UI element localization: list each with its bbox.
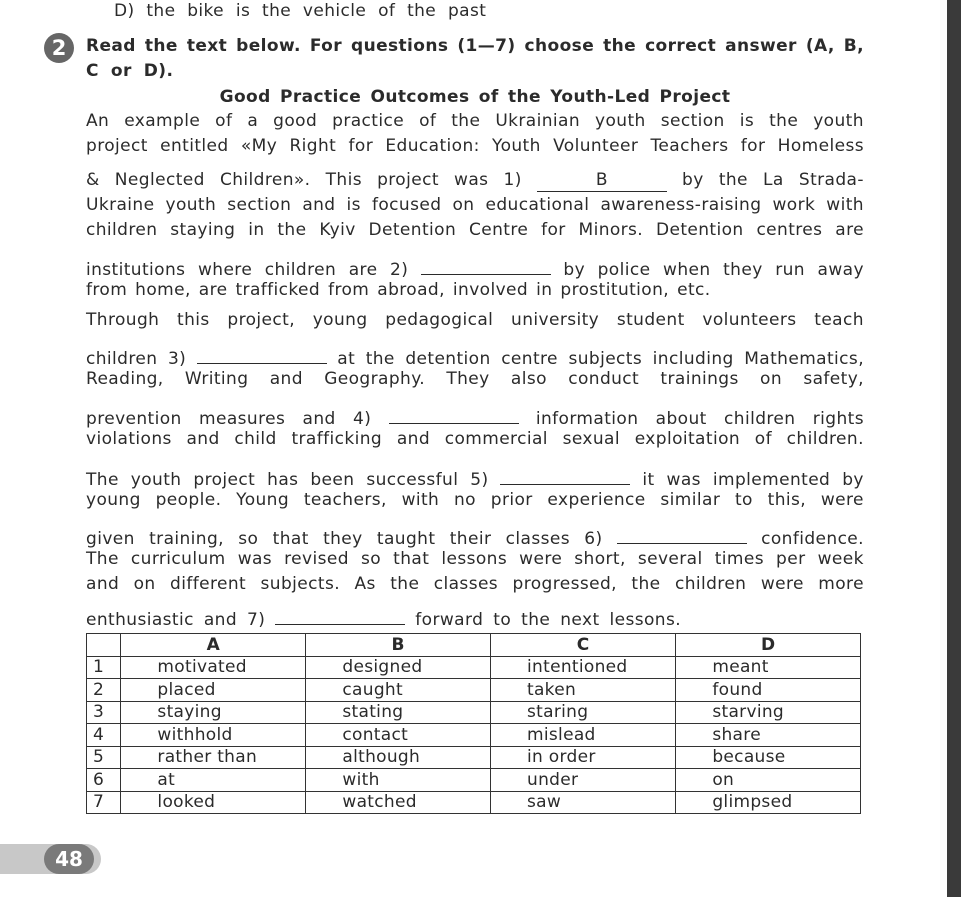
header-a: A (121, 634, 306, 657)
text-line (86, 252, 864, 278)
word: exploitation (634, 429, 741, 449)
word: in (248, 220, 265, 240)
word: has (267, 470, 299, 490)
word: been (310, 470, 355, 490)
table-row (87, 679, 861, 702)
word: the (769, 111, 799, 131)
word: and (203, 610, 238, 630)
word: Homeless (777, 136, 864, 156)
word: the (521, 610, 551, 630)
text-line (86, 546, 864, 572)
word: work (772, 195, 816, 215)
word: times (714, 549, 764, 569)
word: successful (366, 470, 459, 490)
word: and (86, 574, 120, 594)
word: several (637, 549, 703, 569)
answer-blank-7[interactable] (275, 602, 405, 625)
word: Through (86, 310, 160, 330)
word: are (198, 280, 228, 300)
word: abroad, (377, 280, 445, 300)
word: run (775, 260, 805, 280)
word: example (124, 111, 201, 131)
option-c[interactable]: intentioned (491, 656, 676, 679)
word: violations (86, 429, 172, 449)
option-d[interactable]: glimpsed (676, 791, 861, 814)
word: student (616, 310, 685, 330)
word: similar (660, 490, 721, 510)
word: rights (812, 409, 864, 429)
word: & (86, 170, 100, 190)
text-line (86, 192, 864, 218)
word: they (723, 260, 763, 280)
word: that (272, 529, 309, 549)
word: project (193, 470, 256, 490)
answer-blank-3[interactable] (197, 341, 327, 364)
word: forward (415, 610, 484, 630)
word: lessons. (609, 610, 682, 630)
word: youth (595, 111, 646, 131)
word: Children». (219, 170, 311, 190)
option-d[interactable]: on (676, 769, 861, 792)
word: Kyiv (319, 220, 356, 240)
word: on (133, 574, 156, 594)
word: this, (767, 490, 807, 510)
word: a (247, 111, 259, 131)
word: also (510, 369, 547, 389)
word: educational (485, 195, 590, 215)
option-c[interactable]: under (491, 769, 676, 792)
word: including (652, 349, 734, 369)
word: youth (130, 470, 182, 490)
word: the (390, 574, 420, 594)
word: the (631, 574, 661, 594)
word: (1—7) (457, 36, 516, 56)
answer-blank-6[interactable] (617, 521, 747, 544)
word: Read (86, 36, 136, 56)
word: police (597, 260, 651, 280)
word: on (760, 369, 783, 389)
text-line (86, 401, 864, 427)
word: project, (227, 310, 295, 330)
word: is (346, 195, 361, 215)
option-b[interactable]: with (306, 769, 491, 792)
word: for (740, 136, 766, 156)
text-line (86, 217, 864, 243)
table-row (87, 701, 861, 724)
word: young (86, 490, 141, 510)
word: per (776, 549, 806, 569)
word: B, (843, 36, 864, 56)
word: children (724, 409, 796, 429)
question-number: 1 (87, 656, 121, 679)
word: teachers, (303, 490, 387, 510)
word: the (144, 36, 178, 56)
word: classes (433, 574, 499, 594)
word: to (493, 610, 512, 630)
text-line (86, 108, 864, 134)
word: taught (376, 529, 436, 549)
word: Youth (492, 136, 541, 156)
option-a[interactable]: motivated (121, 656, 306, 679)
word: are (348, 260, 378, 280)
word: for (348, 136, 374, 156)
word: so (238, 529, 259, 549)
option-a[interactable]: placed (121, 679, 306, 702)
word: Ukraine (86, 195, 155, 215)
word: it (642, 470, 655, 490)
option-c[interactable]: in order (491, 746, 676, 769)
word: Ukrainian (495, 111, 581, 131)
word: D). (143, 61, 174, 81)
text-line (86, 341, 864, 367)
option-a[interactable]: withhold (121, 724, 306, 747)
word: prostitution, (560, 280, 670, 300)
text-line (86, 366, 864, 392)
word: was (454, 170, 489, 190)
word: young (312, 310, 368, 330)
word: Writing (184, 369, 249, 389)
word: revised (284, 549, 349, 569)
word: 4) (353, 409, 372, 429)
word: classes (505, 529, 570, 549)
word: enthusiastic (86, 610, 194, 630)
word: 5) (470, 470, 489, 490)
word: by (842, 470, 864, 490)
word: «My (240, 136, 278, 156)
word: week (817, 549, 864, 569)
word: they (323, 529, 363, 549)
word: from (328, 280, 370, 300)
word: lessons (441, 549, 508, 569)
word: at (337, 349, 356, 369)
word: text (186, 36, 228, 56)
word: given (86, 529, 135, 549)
word: conduct (568, 369, 640, 389)
word: measures (199, 409, 286, 429)
word: Teachers (650, 136, 729, 156)
word: about (655, 409, 707, 429)
word: subjects (568, 349, 643, 369)
word: project (377, 170, 439, 190)
word: teach (814, 310, 864, 330)
word: below. (236, 36, 301, 56)
word: experience (547, 490, 646, 510)
word: Young (236, 490, 290, 510)
word: that (393, 549, 430, 569)
word: commercial (444, 429, 548, 449)
task-number-badge: 2 (44, 33, 74, 63)
word: staying (170, 220, 236, 240)
word: and (269, 369, 303, 389)
word: sexual (562, 429, 621, 449)
word: The (86, 470, 119, 490)
word: 2) (390, 260, 409, 280)
answer-blank-2[interactable] (421, 252, 551, 275)
option-a[interactable]: at (121, 769, 306, 792)
text-line (86, 487, 864, 513)
word: and (186, 429, 220, 449)
word: was (666, 470, 701, 490)
word: and (396, 429, 431, 449)
word: the (451, 111, 481, 131)
word: This (325, 170, 362, 190)
text-line (86, 571, 864, 597)
word: centre (501, 349, 558, 369)
word: training, (149, 529, 224, 549)
word: of (215, 111, 233, 131)
option-d[interactable]: share (676, 724, 861, 747)
word: 1) (503, 170, 522, 190)
word: with (401, 490, 440, 510)
word: Neglected (114, 170, 205, 190)
word: next (560, 610, 600, 630)
text-line (86, 167, 864, 193)
word: They (446, 369, 490, 389)
word: the (277, 220, 307, 240)
word: choose (524, 36, 595, 56)
answer-blank-5[interactable] (500, 462, 630, 485)
word: Centre (468, 220, 529, 240)
word: was (237, 549, 273, 569)
option-b[interactable]: stating (306, 701, 491, 724)
word: For (309, 36, 343, 56)
table-row (87, 769, 861, 792)
word: children (674, 574, 747, 594)
word: different (170, 574, 247, 594)
text-line (86, 307, 864, 333)
word: Geography. (324, 369, 426, 389)
text-line (86, 602, 864, 628)
word: answer (725, 36, 797, 56)
word: good (273, 111, 318, 131)
word: this (177, 310, 210, 330)
word: where (197, 260, 253, 280)
word: Strada- (798, 170, 864, 190)
header-num (87, 634, 121, 657)
word: section (227, 195, 292, 215)
word: were (760, 574, 804, 594)
answer-blank-1[interactable]: B (537, 169, 667, 192)
word: trafficking (291, 429, 383, 449)
table-header-row (87, 634, 861, 657)
word: child (234, 429, 277, 449)
word: curriculum (130, 549, 226, 569)
word: university (511, 310, 600, 330)
option-d[interactable]: found (676, 679, 861, 702)
option-c[interactable]: saw (491, 791, 676, 814)
word: 7) (247, 610, 266, 630)
word: involved (452, 280, 529, 300)
task-instruction-line-1 (86, 33, 864, 59)
word: away (817, 260, 864, 280)
word: of (754, 429, 772, 449)
option-c[interactable]: taken (491, 679, 676, 702)
table-row (87, 724, 861, 747)
question-number: 3 (87, 701, 121, 724)
word: information (535, 409, 639, 429)
text-title: Good Practice Outcomes of the Youth-Led Project (219, 87, 731, 107)
word: were (820, 490, 864, 510)
option-b[interactable]: caught (306, 679, 491, 702)
word: institutions (86, 260, 186, 280)
previous-option-d: D) the bike is the vehicle of the past (114, 1, 487, 21)
word: progressed, (512, 574, 617, 594)
word: with (826, 195, 864, 215)
option-c[interactable]: mislead (491, 724, 676, 747)
word: La (763, 170, 784, 190)
task-instruction-line-2 (86, 58, 864, 84)
word: subjects. (260, 574, 341, 594)
text-line (86, 277, 864, 303)
word: for (541, 220, 566, 240)
header-b: B (306, 634, 491, 657)
word: home, (135, 280, 191, 300)
word: and (302, 195, 336, 215)
word: are (835, 220, 864, 240)
header-c: C (491, 634, 676, 657)
question-number: 4 (87, 724, 121, 747)
word: short, (574, 549, 626, 569)
word: practice (332, 111, 405, 131)
word: centres (756, 220, 823, 240)
option-b[interactable]: although (306, 746, 491, 769)
word: prior (490, 490, 533, 510)
option-d[interactable]: meant (676, 656, 861, 679)
answer-options-table (86, 633, 861, 814)
page-edge-shadow (947, 0, 961, 897)
option-a[interactable]: staying (121, 701, 306, 724)
word: project (86, 136, 148, 156)
word: of (419, 111, 437, 131)
word: to (734, 490, 753, 510)
word: 6) (584, 529, 603, 549)
word: questions (351, 36, 449, 56)
word: children (86, 220, 158, 240)
word: An (86, 111, 110, 131)
word: pedagogical (385, 310, 494, 330)
word: safety, (803, 369, 864, 389)
word: from (86, 280, 128, 300)
word: and (302, 409, 336, 429)
header-d: D (676, 634, 861, 657)
word: youth (165, 195, 217, 215)
word: The (86, 549, 119, 569)
option-b[interactable]: watched (306, 791, 491, 814)
word: focused (371, 195, 442, 215)
question-number: 5 (87, 746, 121, 769)
word: awareness-raising (600, 195, 762, 215)
word: trainings (660, 369, 739, 389)
option-c[interactable]: staring (491, 701, 676, 724)
word: children (86, 349, 158, 369)
table-row (87, 746, 861, 769)
word: 3) (167, 349, 187, 369)
option-b[interactable]: designed (306, 656, 491, 679)
option-d[interactable]: starving (676, 701, 861, 724)
word: the (603, 36, 637, 56)
word: confidence. (761, 529, 864, 549)
word: Detention (655, 220, 744, 240)
word: trafficked (235, 280, 321, 300)
word: section (660, 111, 725, 131)
word: the (718, 170, 748, 190)
word: Education: (385, 136, 480, 156)
option-b[interactable]: contact (306, 724, 491, 747)
answer-blank-4[interactable] (389, 401, 519, 424)
word: volunteers (702, 310, 797, 330)
page-number: 48 (44, 844, 94, 874)
word: children. (786, 429, 864, 449)
word: in (536, 280, 553, 300)
word: detention (405, 349, 491, 369)
question-number: 2 (87, 679, 121, 702)
word: prevention (86, 409, 182, 429)
word: so (361, 549, 382, 569)
word: on (452, 195, 475, 215)
table-row (87, 656, 861, 679)
word: or (110, 61, 132, 81)
text-line (86, 426, 864, 452)
word: Right (289, 136, 337, 156)
option-a[interactable]: rather than (121, 746, 306, 769)
word: entitled (160, 136, 229, 156)
word: when (663, 260, 711, 280)
word: implemented (712, 470, 831, 490)
word: their (449, 529, 492, 549)
word: is (739, 111, 755, 131)
word: etc. (677, 280, 711, 300)
table-row (87, 791, 861, 814)
word: youth (813, 111, 864, 131)
word: Mathematics, (744, 349, 864, 369)
text-line (86, 133, 864, 159)
word: by (563, 260, 586, 280)
word: the (365, 349, 395, 369)
word: Minors. (578, 220, 644, 240)
text-line (86, 462, 864, 488)
word: were (519, 549, 563, 569)
word: children (264, 260, 337, 280)
word: by (682, 170, 704, 190)
word: Detention (368, 220, 457, 240)
word: people. (155, 490, 222, 510)
word: Volunteer (553, 136, 639, 156)
word: no (454, 490, 476, 510)
text-line (86, 521, 864, 547)
word: Reading, (86, 369, 164, 389)
question-number: 6 (87, 769, 121, 792)
option-a[interactable]: looked (121, 791, 306, 814)
word: correct (645, 36, 717, 56)
option-d[interactable]: because (676, 746, 861, 769)
word: C (86, 61, 99, 81)
word: As (354, 574, 376, 594)
question-number: 7 (87, 791, 121, 814)
word: (A, (805, 36, 835, 56)
word: more (818, 574, 864, 594)
